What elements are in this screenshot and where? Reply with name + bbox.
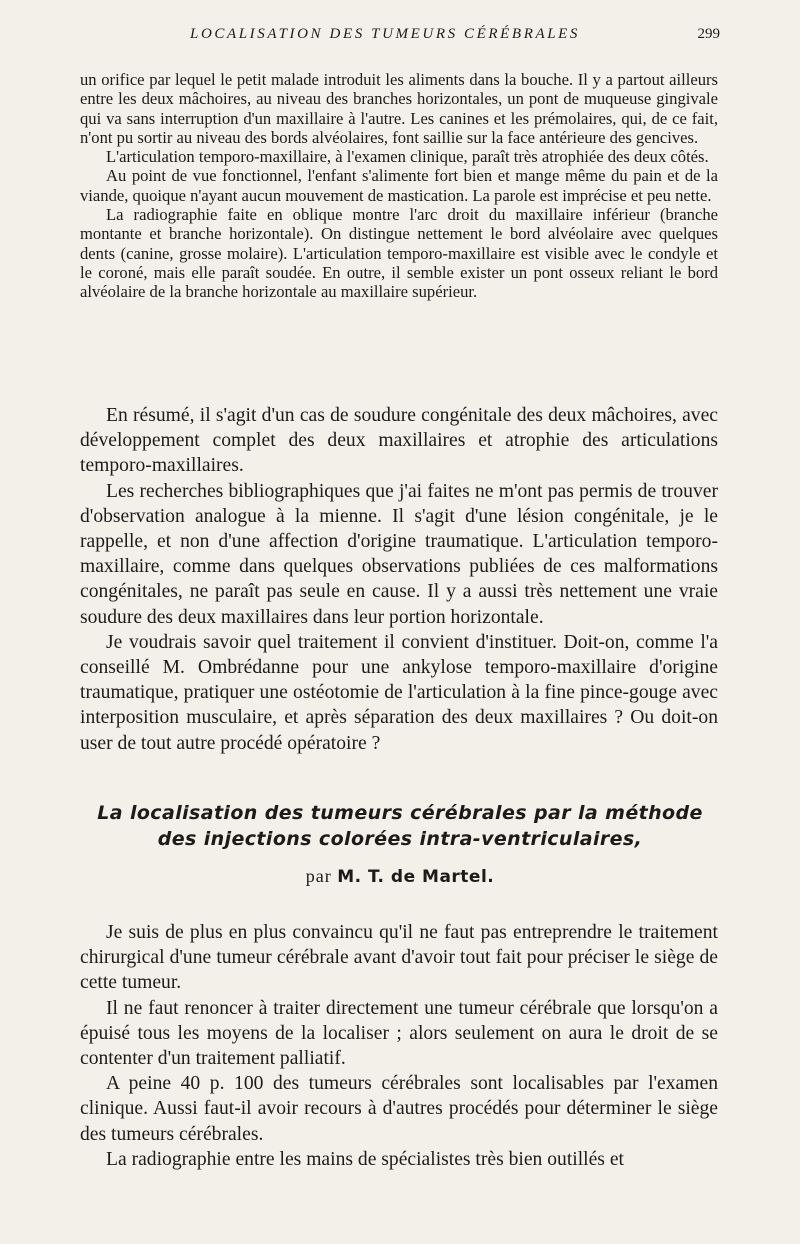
- discussion-text: [80, 403, 718, 756]
- discussion-paragraph: En résumé, il s'agit d'un cas de soudure congénitale des deux mâchoires, avec développement complet des deux maxillaires et atrophie des articulations temporo-maxillaires.: [80, 405, 718, 477]
- byline-prefix: par: [305, 866, 332, 886]
- case-report-paragraph: un orifice par lequel le petit malade introduit les aliments dans la bouche. Il y a partout ailleurs entre les deux mâchoires, au niveau des branches horizontales, un pont de muqueuse gingivale qui va sans interruption d'un maxillaire à l'autre. Les canines et les prémolaires, qui, de ce fait, n'ont pu sortir au niveau des bords alvéolaires, font saillie sur la face antérieure des gencives.: [80, 70, 718, 147]
- byline: [80, 866, 720, 887]
- case-report-paragraph: L'articulation temporo-maxillaire, à l'examen clinique, paraît très atrophiée des deux côtés.: [106, 147, 709, 167]
- section-title: [80, 800, 720, 852]
- section-title-line: La localisation des tumeurs cérébrales par la méthode: [97, 802, 703, 824]
- running-head: [80, 24, 720, 48]
- discussion-paragraph: Les recherches bibliographiques que j'ai faites ne m'ont pas permis de trouver d'observation analogue à la mienne. Il s'agit d'une lésion congénitale, je le rappelle, et non d'une affection d'origine traumatique. L'articulation temporo-maxillaire, comme dans quelques observations publiées de ces malformations congénitales, ne paraît pas seule en cause. Il y a aussi très nettement une vraie soudure des deux maxillaires dans leur portion horizontale.: [80, 480, 718, 628]
- case-report-text: [80, 70, 718, 302]
- section-body-text: [80, 920, 718, 1172]
- case-report-paragraph: La radiographie faite en oblique montre l'arc droit du maxillaire inférieur (branche montante et branche horizontale). On distingue nettement le bord alvéolaire avec quelques dents (canine, grosse molaire). L'articulation temporo-maxillaire est visible avec le condyle et le coroné, mais elle paraît soudée. En outre, il semble exister un pont osseux reliant le bord alvéolaire de la branche horizontale au maxillaire supérieur.: [80, 205, 718, 302]
- page-number: 299: [697, 26, 720, 42]
- case-report-paragraph: Au point de vue fonctionnel, l'enfant s'alimente fort bien et mange même du pain et de la viande, quoique n'ayant aucun mouvement de mastication. La parole est imprécise et peu nette.: [80, 166, 718, 205]
- section-paragraph: A peine 40 p. 100 des tumeurs cérébrales sont localisables par l'examen clinique. Aussi faut-il avoir recours à d'autres procédés pour déterminer le siège des tumeurs cérébrales.: [80, 1073, 718, 1145]
- section-paragraph: Je suis de plus en plus convaincu qu'il ne faut pas entreprendre le traitement chirurgical d'une tumeur cérébrale avant d'avoir tout fait pour préciser le siège de cette tumeur.: [80, 922, 718, 994]
- discussion-paragraph: Je voudrais savoir quel traitement il convient d'instituer. Doit-on, comme l'a conseillé M. Ombrédanne pour une ankylose temporo-maxillaire d'origine traumatique, pratiquer une ostéotomie de l'articulation à la fine pince-gouge avec interposition musculaire, et après séparation des deux maxillaires ? Ou doit-on user de tout autre procédé opératoire ?: [80, 631, 718, 754]
- section-paragraph: La radiographie entre les mains de spécialistes très bien outillés et: [106, 1148, 624, 1170]
- author-name: M. T. de Martel.: [337, 867, 495, 887]
- section-title-line: des injections colorées intra-ventriculaires,: [157, 828, 643, 850]
- running-title: LOCALISATION DES TUMEURS CÉRÉBRALES: [190, 26, 581, 42]
- section-paragraph: Il ne faut renoncer à traiter directement une tumeur cérébrale que lorsqu'on a épuisé tous les moyens de la localiser ; alors seulement on aura le droit de se contenter d'un traitement palliatif.: [80, 997, 718, 1070]
